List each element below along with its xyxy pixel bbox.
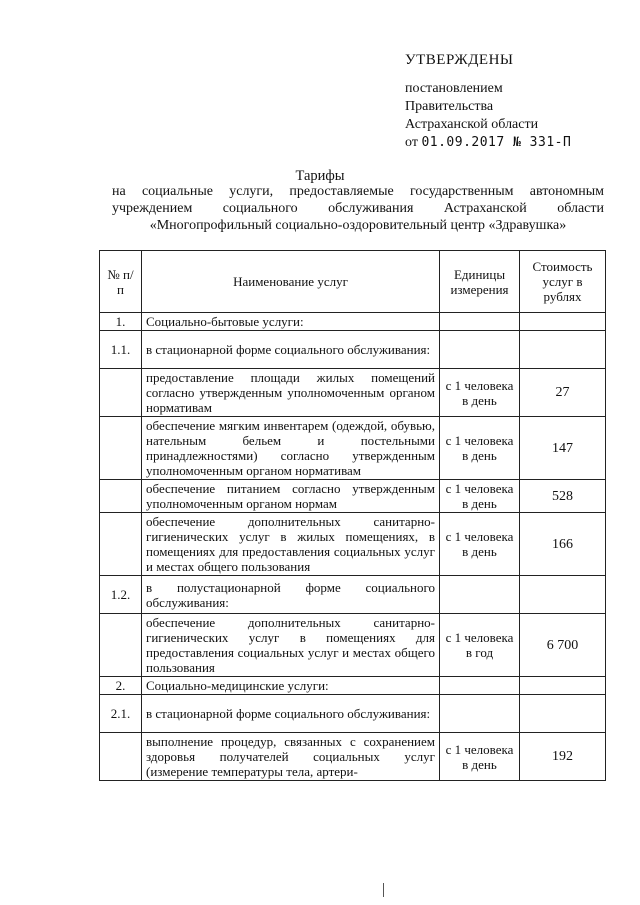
row-name: обеспечение дополнительных санитарно-гигиенических услуг в помещениях для предоставления социальных услуг и местах общего пользования	[142, 614, 440, 677]
header-cost: Стоимость услуг в рублях	[520, 251, 606, 313]
row-unit	[440, 313, 520, 331]
table-header-row	[100, 251, 606, 313]
row-unit	[440, 576, 520, 614]
row-cost: 27	[520, 369, 606, 417]
row-cost	[520, 695, 606, 733]
document-title: Тарифы	[295, 168, 345, 184]
approval-heading: УТВЕРЖДЕНЫ	[405, 52, 514, 68]
approval-block	[405, 50, 571, 152]
approval-date-number: 01.09.2017 № 331-П	[421, 135, 572, 150]
table-row	[100, 576, 606, 614]
row-name: в стационарной форме социального обслуживания:	[142, 695, 440, 733]
row-name: обеспечение питанием согласно утвержденным уполномоченным органом нормам	[142, 480, 440, 513]
document-subtitle: на социальные услуги, предоставляемые государственным автономным учреждением социального обслуживания Астраханской области «Многопрофильный социально-оздоровительный центр «Здравушка»	[112, 184, 604, 233]
row-name: обеспечение дополнительных санитарно-гигиенических услуг в жилых помещениях, в помещениях для предоставления социальных услуг и местах общего пользования	[142, 513, 440, 576]
approval-line: Астраханской области	[405, 117, 539, 132]
row-unit	[440, 677, 520, 695]
table-row	[100, 313, 606, 331]
row-num: 2.	[100, 677, 142, 695]
row-num	[100, 733, 142, 781]
row-cost: 528	[520, 480, 606, 513]
approval-line: Правительства	[405, 99, 494, 114]
row-unit	[440, 695, 520, 733]
row-num	[100, 614, 142, 677]
row-cost: 147	[520, 417, 606, 480]
table-row	[100, 733, 606, 781]
table-row	[100, 614, 606, 677]
table-row	[100, 677, 606, 695]
table-row	[100, 331, 606, 369]
row-cost: 6 700	[520, 614, 606, 677]
approval-date-prefix: от	[405, 135, 418, 150]
table-row	[100, 695, 606, 733]
row-name: в полустационарной форме социального обслуживания:	[142, 576, 440, 614]
scan-mark	[383, 883, 384, 897]
row-name: обеспечение мягким инвентарем (одеждой, обувью, нательным бельем и постельными принадлежностями) согласно утвержденным уполномоченным органом нормативам	[142, 417, 440, 480]
approval-date-line	[405, 134, 571, 152]
tariffs-table	[99, 250, 606, 781]
row-unit: с 1 человека в день	[440, 513, 520, 576]
row-cost	[520, 576, 606, 614]
row-unit: с 1 человека в год	[440, 614, 520, 677]
row-num	[100, 480, 142, 513]
approval-line: постановлением	[405, 81, 503, 96]
table-row	[100, 369, 606, 417]
row-unit: с 1 человека в день	[440, 369, 520, 417]
row-num: 1.	[100, 313, 142, 331]
row-cost: 166	[520, 513, 606, 576]
row-num	[100, 417, 142, 480]
row-num: 1.2.	[100, 576, 142, 614]
header-unit: Единицы измерения	[440, 251, 520, 313]
row-cost: 192	[520, 733, 606, 781]
table-row	[100, 417, 606, 480]
row-cost	[520, 331, 606, 369]
row-name: предоставление площади жилых помещений согласно утвержденным уполномоченным органом нормативам	[142, 369, 440, 417]
row-name: Социально-медицинские услуги:	[142, 677, 440, 695]
header-num: № п/п	[100, 251, 142, 313]
row-num	[100, 513, 142, 576]
table-row	[100, 513, 606, 576]
row-cost	[520, 677, 606, 695]
row-num	[100, 369, 142, 417]
row-name: Социально-бытовые услуги:	[142, 313, 440, 331]
row-num: 2.1.	[100, 695, 142, 733]
row-unit: с 1 человека в день	[440, 733, 520, 781]
table-row	[100, 480, 606, 513]
row-cost	[520, 313, 606, 331]
row-num: 1.1.	[100, 331, 142, 369]
row-name: выполнение процедур, связанных с сохранением здоровья получателей социальных услуг (измерение температуры тела, артери-	[142, 733, 440, 781]
row-unit: с 1 человека в день	[440, 480, 520, 513]
row-name: в стационарной форме социального обслуживания:	[142, 331, 440, 369]
row-unit	[440, 331, 520, 369]
row-unit: с 1 человека в день	[440, 417, 520, 480]
header-name: Наименование услуг	[142, 251, 440, 313]
